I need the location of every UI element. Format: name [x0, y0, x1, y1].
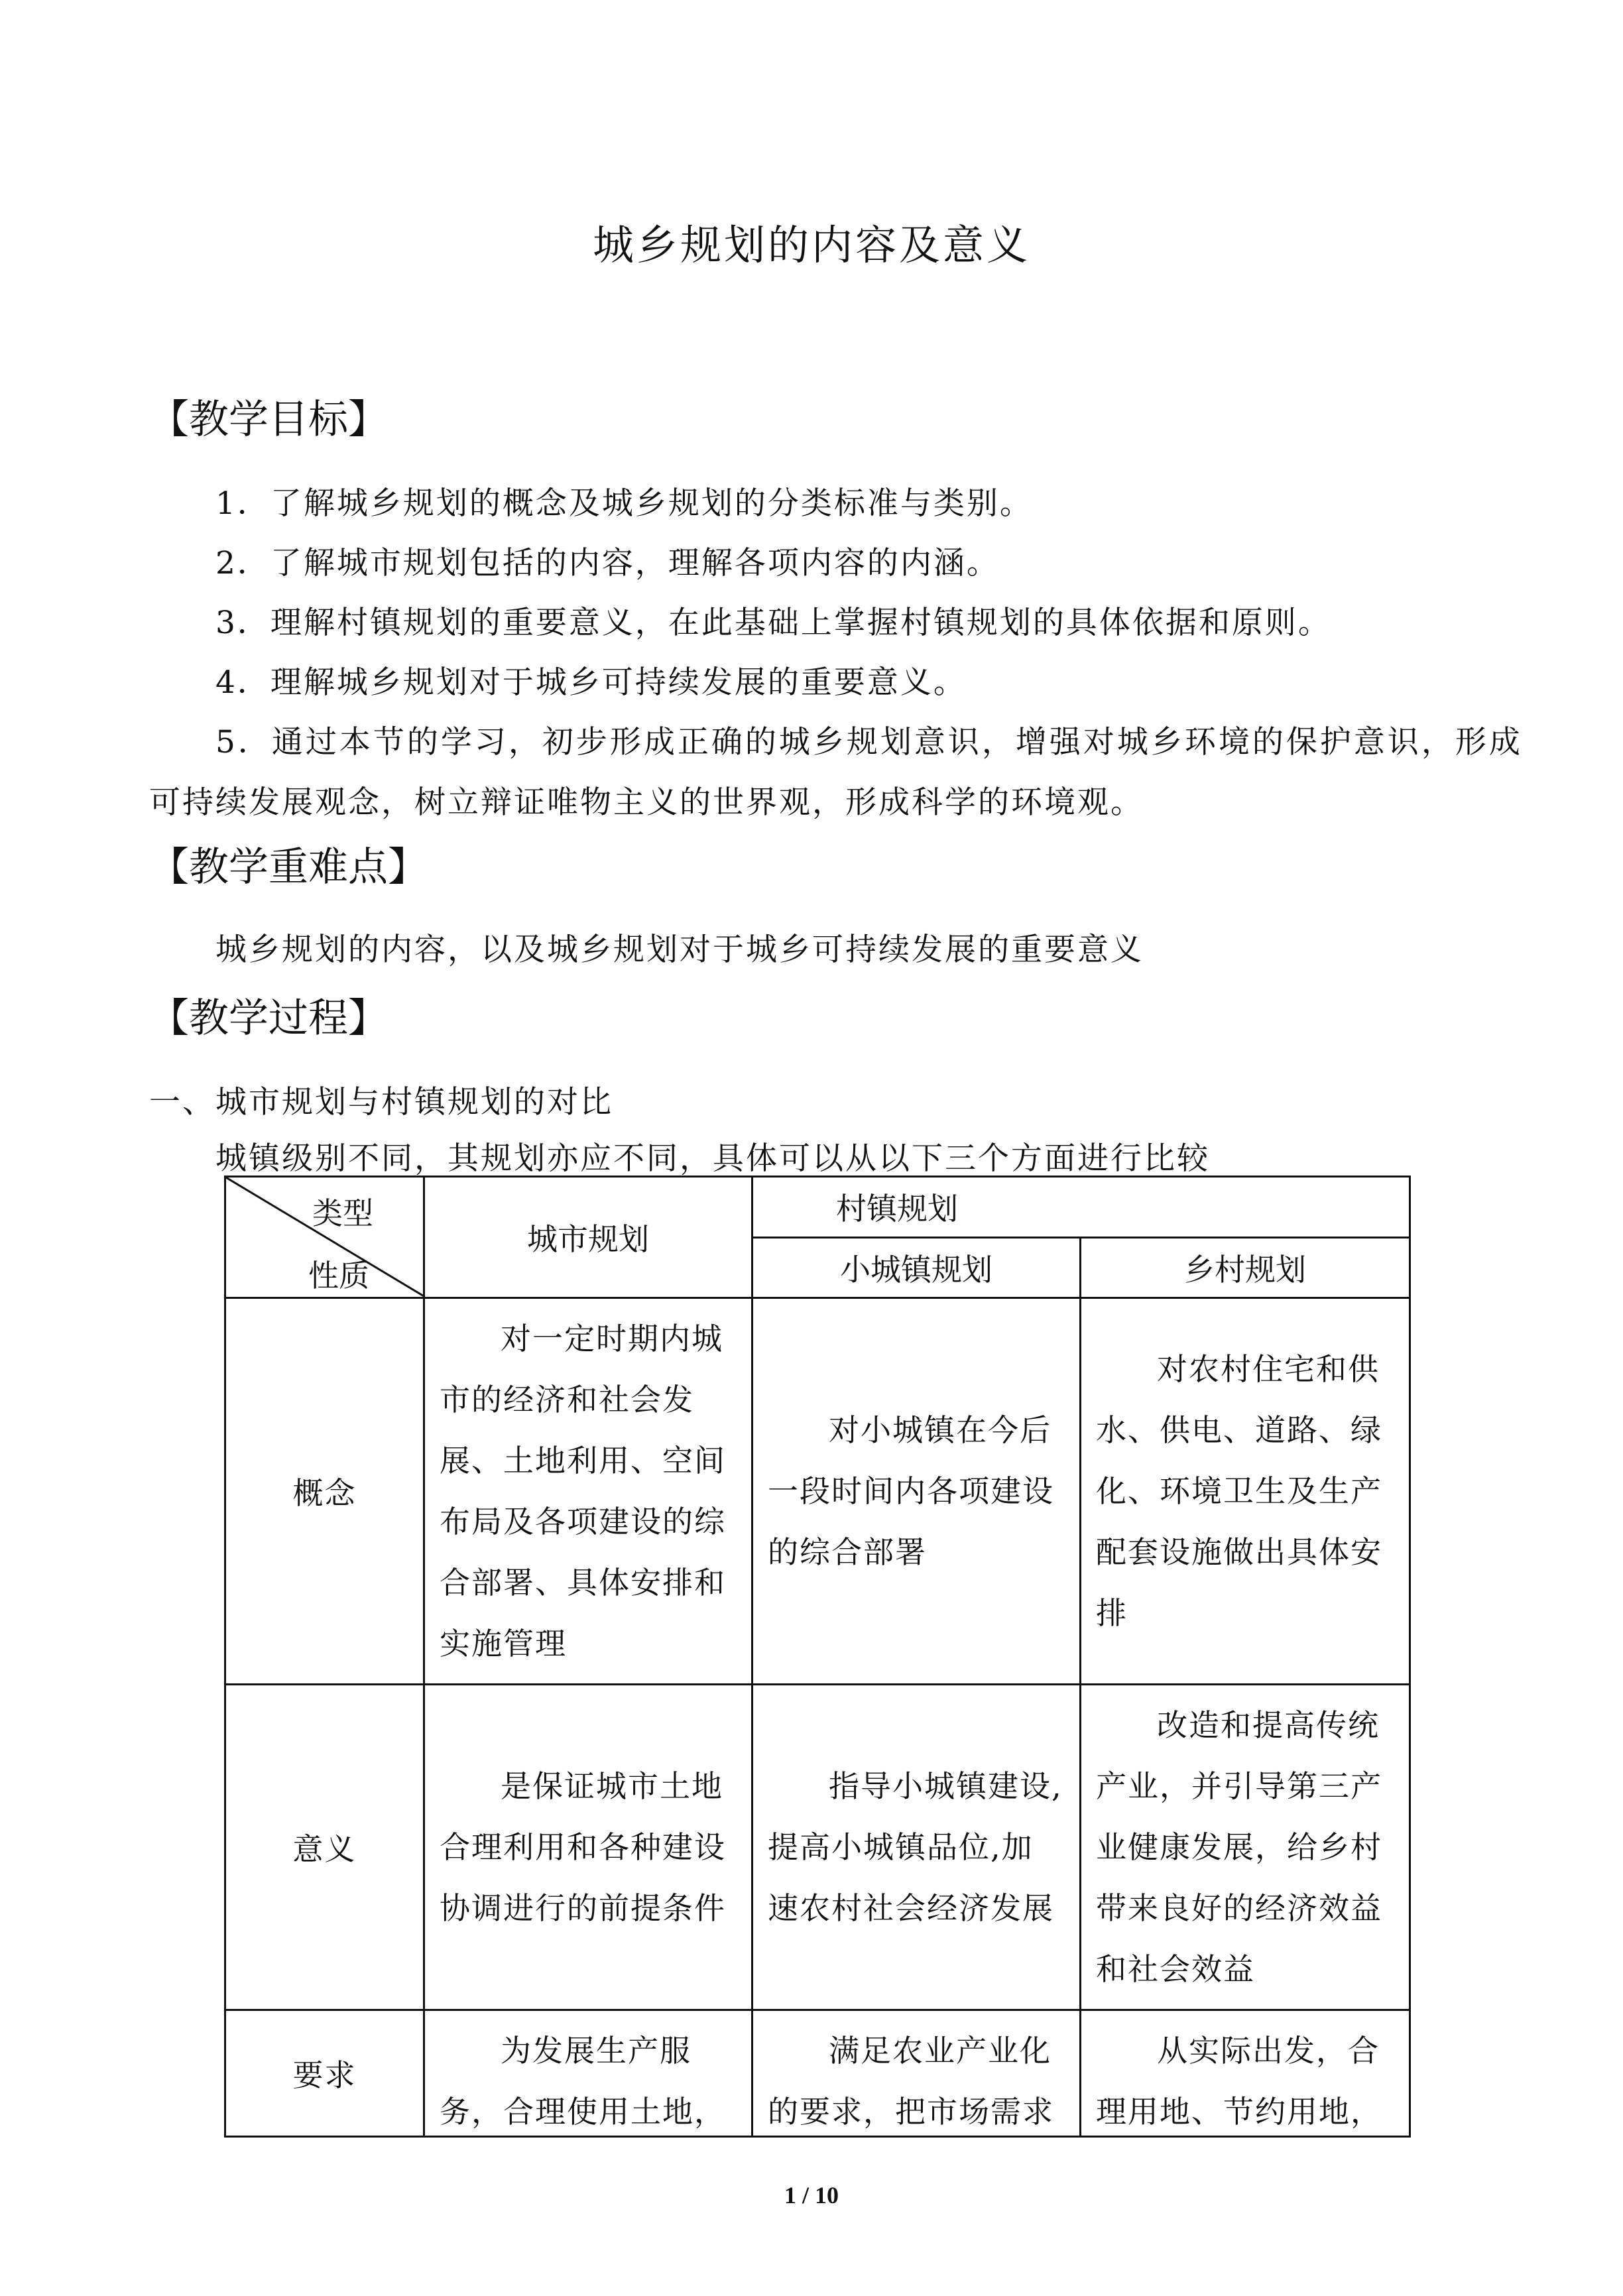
- row-label-requirement: 要求: [225, 2010, 424, 2137]
- table-row: [225, 2010, 1410, 2137]
- significance-rural: 改造和提高传统产业，并引导第三产业健康发展，给乡村带来良好的经济效益和社会效益: [1096, 1707, 1382, 1987]
- corner-type-label: 类型: [312, 1195, 373, 1231]
- concept-city: 对一定时期内城市的经济和社会发展、土地利用、空间布局及各项建设的综合部署、具体安排和实施管理: [440, 1321, 726, 1662]
- objective-1: 1．了解城乡规划的概念及城乡规划的分类标准与类别。: [215, 485, 1033, 522]
- process-heading: 【教学过程】: [149, 995, 388, 1042]
- comparison-table: [224, 1176, 1411, 2138]
- row-label-significance: 意义: [225, 1685, 424, 2010]
- table-row: [225, 1685, 1410, 2010]
- concept-rural: 对农村住宅和供水、供电、道路、绿化、环境卫生及生产配套设施做出具体安排: [1096, 1351, 1382, 1631]
- key-points-text: 城乡规划的内容，以及城乡规划对于城乡可持续发展的重要意义: [215, 932, 1144, 968]
- part1-intro: 城镇级别不同，其规划亦应不同，具体可以从以下三个方面进行比较: [215, 1140, 1210, 1177]
- objective-3: 3．理解村镇规划的重要意义，在此基础上掌握村镇规划的具体依据和原则。: [215, 605, 1331, 641]
- requirement-rural: 从实际出发，合理用地、节约用地，: [1096, 2033, 1382, 2130]
- concept-town: 对小城镇在今后一段时间内各项建设的综合部署: [768, 1412, 1054, 1570]
- objective-2: 2．了解城市规划包括的内容，理解各项内容的内涵。: [215, 545, 1000, 581]
- corner-nature-label: 性质: [308, 1258, 369, 1294]
- requirement-town: 满足农业产业化的要求，把市场需求: [768, 2033, 1054, 2130]
- key-points-heading: 【教学重难点】: [149, 844, 428, 890]
- objective-4: 4．理解城乡规划对于城乡可持续发展的重要意义。: [215, 664, 967, 701]
- page-title: 城乡规划的内容及意义: [592, 221, 1030, 269]
- row-label-concept: 概念: [225, 1298, 424, 1685]
- page-number: 1 / 10: [784, 2182, 839, 2208]
- significance-town: 指导小城镇建设,提高小城镇品位,加速农村社会经济发展: [768, 1768, 1063, 1926]
- objective-5: 5．通过本节的学习，初步形成正确的城乡规划意识，增强对城乡环境的保护意识，形成: [215, 724, 1523, 760]
- table-row: [225, 1298, 1410, 1685]
- header-town-planning: 小城镇规划: [752, 1237, 1081, 1298]
- header-city-planning: 城市规划: [424, 1177, 752, 1298]
- significance-city: 是保证城市土地合理利用和各种建设协调进行的前提条件: [440, 1768, 726, 1926]
- header-rural-planning: 乡村规划: [1081, 1237, 1410, 1298]
- part1-title: 一、城市规划与村镇规划的对比: [149, 1084, 613, 1120]
- objectives-heading: 【教学目标】: [149, 396, 388, 443]
- header-village-planning: 村镇规划: [752, 1177, 1410, 1238]
- table-corner-cell: [225, 1177, 424, 1298]
- objective-5-continued: 可持续发展观念，树立辩证唯物主义的世界观，形成科学的环境观。: [149, 784, 1144, 821]
- requirement-city: 为发展生产服务，合理使用土地，: [440, 2033, 726, 2130]
